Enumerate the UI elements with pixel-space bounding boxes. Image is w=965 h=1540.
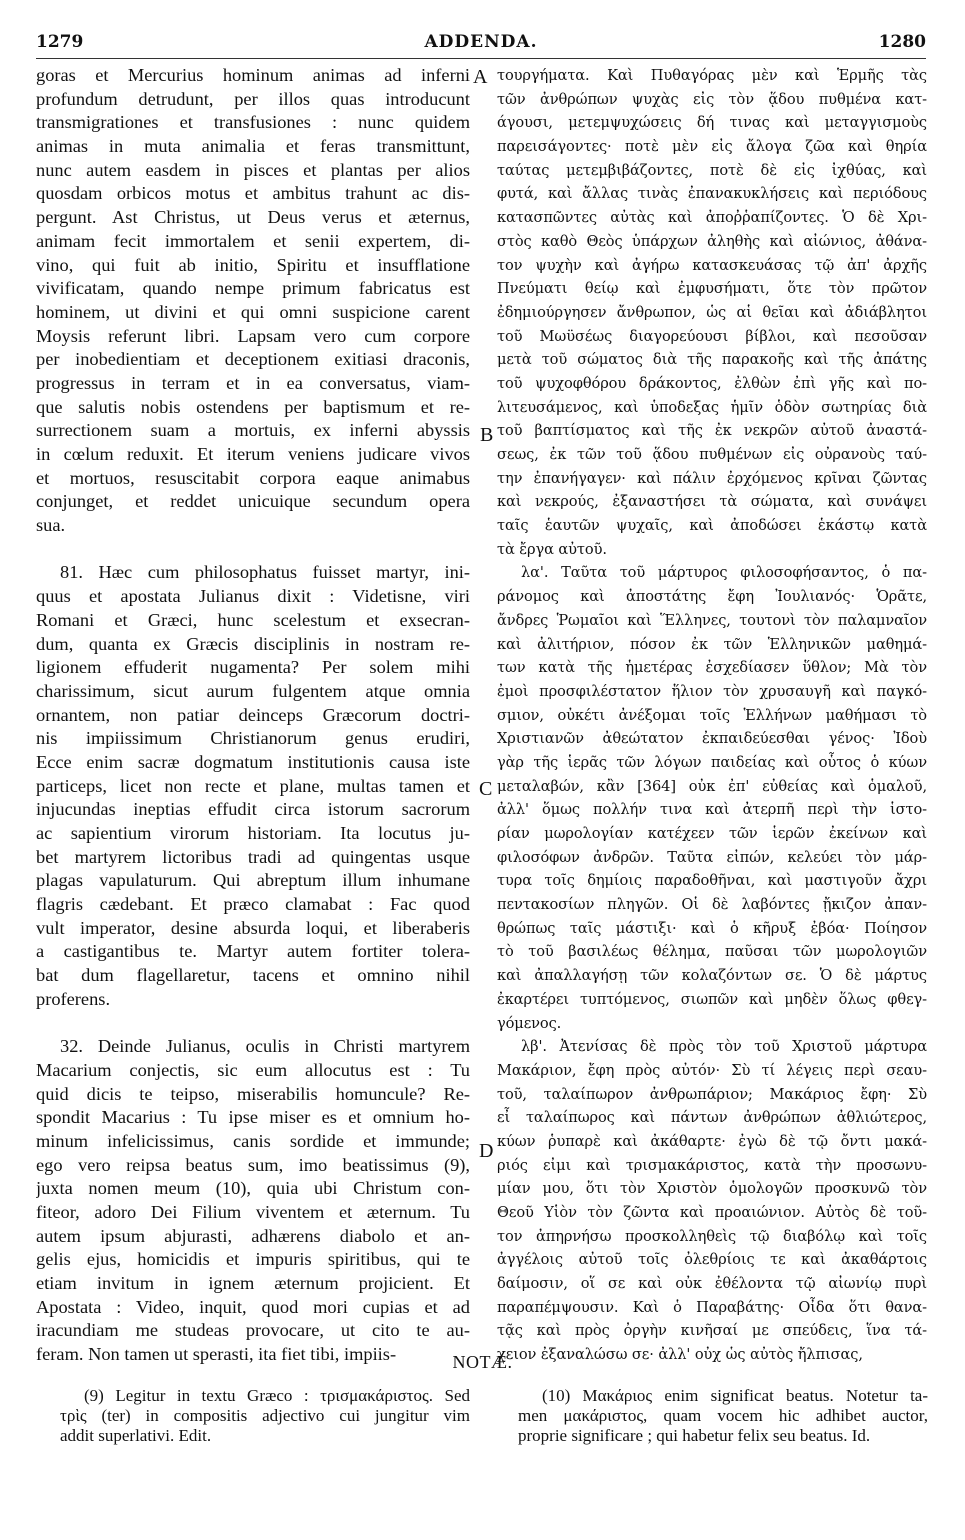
latin-text-line: iracundiam me studeas provocare, ut cito te au-	[36, 1320, 470, 1341]
latin-text-line: vino, qui fuit ab initio, Spiritu et insufflatione	[36, 254, 470, 275]
latin-text-line: ac sapientium virorum historiam. Ita locutus ju-	[36, 823, 470, 843]
latin-text-line: in cœlum reduxit. Et iterum veniens judicare vivos	[36, 444, 470, 464]
header-rule	[36, 58, 926, 59]
latin-text-line: bat dum flagellaretur, tacens et omnino nihil	[36, 965, 470, 986]
latin-text-line: animam fecit immortalem et senii expertem, di-	[36, 230, 470, 251]
latin-text-line: progressus in terram et in ea conversatus, viam-	[36, 372, 470, 393]
greek-text-line: ἀλλ' ὅμως πολλήν τινα καὶ ἀτερπῆ περὶ τὴν ἱστο-	[497, 801, 927, 819]
greek-text-line: την ἐπανήγαγεν· καὶ πάλιν ἐρχόμενος κρῖναι ζῶντας	[497, 469, 927, 487]
latin-text-line: animas in muta animalia et feras transmittunt,	[36, 136, 470, 157]
greek-text-line: τᾷς καὶ πρὸς ὀργὴν κινῆσαί με σπεύδεις, ἵνα τά-	[497, 1322, 927, 1340]
greek-text-line: ριός εἰμι καὶ τρισμακάριστος, κατὰ τὴν προσωνυ-	[497, 1156, 927, 1174]
latin-text-line: flagris cædebant. Et præco clamabat : Fac quod	[36, 894, 470, 915]
greek-text-line: παρεισάγοντες· ποτὲ μὲν εἰς ἄλογα ζῶα καὶ θηρία	[497, 138, 927, 156]
section-marker-d: D	[479, 1140, 494, 1162]
latin-text-line: sua.	[36, 515, 66, 536]
greek-text-line: παραπέμψουσιν. Καὶ ὁ Παραβάτης· Οἶδα ὅτι θανα-	[497, 1298, 927, 1316]
latin-text-line: Macarium conjectis, sic eum allocutus est : Tu	[36, 1059, 470, 1080]
latin-text-line: ligionem effuderit nugamenta? Per solem mihi	[36, 657, 470, 678]
latin-text-line: pergunt. Ast Christus, ut Deus verus et æternus,	[36, 207, 470, 228]
latin-text-line: dum, quanta ex Græcis disciplinis in nostram re-	[36, 633, 470, 654]
greek-text-line: τον ἀπηρνήσω προσκολληθεὶς τῷ διαβόλῳ καὶ τοῖς	[497, 1227, 927, 1245]
greek-text-line: μετὰ τοῦ σώματος διὰ τῆς παρακοῆς καὶ τῆς ἀπάτης	[497, 351, 927, 369]
greek-text-line: ἄνδρες Ῥωμαῖοι καὶ Ἕλληνες, τουτονὶ τὸν παλαμναῖον	[497, 611, 927, 629]
greek-text-line: άγουσι, μετεμψυχώσεις δή τινας καὶ μεταγγισμοὺς	[497, 114, 927, 132]
greek-text-line: τὰ ἔργα αὐτοῦ.	[497, 540, 607, 558]
greek-text-line: ταῖς ἑαυτῶν ψυχαῖς, καὶ ἀποδώσει ἑκάστῳ κατὰ	[497, 517, 927, 535]
latin-text-line: feram. Non tamen ut sperasti, ita fiet tibi, impiis-	[36, 1344, 397, 1365]
section-marker-a: A	[473, 66, 488, 88]
greek-text-line: θρώπως ταῖς μάστιξι· καὶ ὁ κῆρυξ ἐβόα· Ποίησον	[497, 919, 927, 937]
greek-text-line: μίαν μου, ὅτι τὸν Χριστὸν ὁμολογῶν προσκυνῶ τὸν	[497, 1180, 927, 1198]
greek-text-line: τοῦ ψυχοφθόρου δράκοντος, ἐλθὼν ἐπὶ γῆς καὶ πο-	[497, 374, 927, 392]
greek-text-line: φιλοσόφων ἀνδρῶν. Ταῦτα εἰπών, κελεύει τὸν μάρ-	[497, 848, 927, 866]
greek-text-line: Χριστιανῶν ἀθεώτατον ἐκπαιδεύεσθαι γένος· Ἰδοὺ	[497, 730, 927, 748]
latin-text-line: minum infelicissimus, canis sordide et immunde;	[36, 1130, 470, 1151]
latin-text-line: plagas vapulaturum. Qui abreptum illum inhumane	[36, 870, 470, 891]
greek-text-line: ἐκαρτέρει τυπτόμενος, σιωπῶν καὶ μηδὲν ὅλως φθεγ-	[497, 990, 927, 1008]
latin-text-line: bet martyrem lictoribus tradi ad quingentas usque	[36, 846, 470, 867]
latin-text-line: Moysis referunt libri. Lapsam vero cum corpore	[36, 325, 470, 346]
greek-text-line: κατασπῶντες αὐτὰς καὶ ἀποῤῥαπίζοντες. Ὁ δὲ Χρι-	[497, 209, 927, 227]
latin-text-line: Ecce enim sacræ dogmatum institutionis causa iste	[36, 751, 470, 772]
greek-text-line: τοῦ, ταλαίπωρον ἀνθρωπάριον; Μακάριος ἔφη· Σὺ	[497, 1085, 927, 1103]
greek-text-line: καὶ ἀλιτήριον, πόσον ἐκ τῶν Ἑλληνικῶν μαθημά-	[497, 635, 927, 653]
greek-text-line: μεταλαβών, κἂν [364] οὐκ ἐπ' εὐθείας καὶ ὁμαλοῦ,	[497, 777, 927, 795]
greek-text-line: ἐμοὶ προσφιλέστατον ἥλιον τὸν χρυσαυγῆ καὶ παγκό-	[497, 682, 927, 700]
latin-text-line: goras et Mercurius hominum animas ad inferni	[36, 65, 470, 85]
footnote-9	[60, 1386, 470, 1446]
greek-text-line: τοῦ Μωϋσέως διαγορεύουσι βίβλοι, καὶ πεσοῦσαν	[497, 327, 927, 345]
latin-text-line: et mortuos, resuscitabit corpora eaque animabus	[36, 467, 470, 488]
greek-text-line: ρίαν μωρολογίαν κατέχεεν τῶν ἱερῶν ἐκείνων καὶ	[497, 825, 927, 842]
latin-text-line: nis impiissimum Christianorum genus erudiri,	[36, 728, 470, 749]
latin-text-line: conjunget, et reddet unicuique secundum opera	[36, 491, 470, 512]
greek-text-line: τῶν ἀνθρώπων ψυχὰς εἰς τὸν ᾅδου πυθμένα κατ-	[497, 90, 927, 108]
greek-text-line: τουργήματα. Καὶ Πυθαγόρας μὲν καὶ Ἑρμῆς τὰς	[497, 67, 927, 84]
latin-text-line: transmigrationes et transfusiones : nunc quidem	[36, 112, 470, 133]
section-marker-c: C	[479, 778, 493, 800]
latin-text-line: a castigantibus te. Martyr autem fortiter tolera-	[36, 941, 470, 962]
footnote-left-line: addit superlativi. Edit.	[60, 1426, 212, 1445]
footnote-right-line: (10) Μακάριος enim significat beatus. Notetur ta-	[542, 1386, 928, 1405]
latin-text-line: ego vero reipsa beatus sum, imo beatissimus (9),	[36, 1154, 470, 1175]
latin-text-paragraph-gap	[36, 1012, 470, 1036]
greek-text-line: τυρα τοῖς δημίοις παραδοθῆναι, καὶ μαστιγοῦν ἄχρι	[497, 872, 927, 890]
footnote-10	[518, 1386, 928, 1446]
greek-text-line: ἀγγέλοις αὐτοῦ τοῖς ὀλεθρίοις τε καὶ ἀκαθάρτοις	[497, 1251, 927, 1269]
latin-text-line: vult imperator, desine absurda loqui, et liberaberis	[36, 917, 470, 938]
greek-text-line: στὸς καθὸ Θεὸς ὑπάρχων ἀληθὴς καὶ αἰώνιος, ἀθάνα-	[497, 232, 927, 250]
greek-text-line: τον ψυχὴν καὶ ἀγήρω κατασκευάσας τῷ ἀπ' ἀρχῆς	[497, 256, 927, 274]
latin-text-line: fiteor, adoro Dei Filium viventem et æternum. Tu	[36, 1202, 470, 1222]
greek-column	[497, 64, 927, 1367]
greek-text-line: χειον ἐξαναλώσω σε· ἀλλ' οὐχ ὡς αὐτὸς ἤλπισας,	[497, 1346, 863, 1364]
latin-text-line: que salutis nobis ostendens per baptismum et re-	[36, 396, 470, 417]
greek-text-line: Μακάριον, ἔφη πρὸς αὐτόν· Σὺ τί λέγεις περὶ σεαυ-	[497, 1061, 927, 1079]
latin-text-line: profundum detrudunt, per illos quas introducunt	[36, 88, 470, 109]
latin-text-line: juxta nomen meum (10), quia ubi Christum con-	[36, 1178, 470, 1199]
greek-text-line: πεντακοσίων πληγῶν. Οἱ δὲ λαβόντες ᾔκιζον ἀπαν-	[497, 896, 927, 914]
section-marker-b: B	[480, 424, 494, 446]
latin-text-paragraph-gap	[36, 538, 470, 562]
latin-column	[36, 64, 470, 1367]
greek-text-line: ταύτας μετεμβιβάζοντες, ποτὲ δὲ εἰς ἰχθύας, καὶ	[497, 161, 927, 179]
latin-text-line: gelis ejus, homicidis et impuris spiritibus, qui te	[36, 1249, 470, 1270]
latin-text-line: quus et apostata Julianus dixit : Videtisne, viri	[36, 586, 470, 607]
footnote-right-line: proprie significare ; qui habetur felix seu beatus. Id.	[518, 1426, 871, 1445]
latin-text-line: surrectionem suam a mortuis, ex inferni abyssis	[36, 420, 470, 441]
greek-text-line: καὶ νεκρούς, ἐξαναστήσει τὰ σώματα, καὶ συνάψει	[497, 493, 927, 511]
latin-text-line: spondit Macarius : Tu ipse miser es et omnium ho-	[36, 1107, 470, 1128]
latin-text-line: per inobedientiam et deceptionem exitiasi draconis,	[36, 349, 470, 370]
greek-text-line: εἶ ταλαίπωρος καὶ πάντων ἀνθρώπων ἀθλιώτερος,	[497, 1109, 927, 1127]
greek-text-line: λιτευσάμενος, καὶ ὑποδεξας ἡμῖν ὁδὸν σωτηρίας διὰ	[497, 398, 927, 416]
greek-text-line: σμιον, οὐκέτι ἀνέξομαι τοῖς Ἑλλήνων μαθήμασι τὸ	[497, 706, 927, 724]
latin-text-line: nunc autem easdem in pisces et plantas per alios	[36, 159, 470, 180]
greek-text-line: δαίμοσιν, οἵ σε καὶ οὐκ ἐθέλοντα τῷ αἰωνίῳ πυρὶ	[497, 1275, 927, 1293]
latin-text-line: proferens.	[36, 988, 111, 1009]
greek-text-line: τὸ τοῦ βασιλέως θέλημα, παῦσαι τῶν μωρολογιῶν	[497, 943, 927, 961]
latin-text-line: injucundas ineptias effudit circa istorum sacrorum	[36, 799, 470, 820]
latin-text-line: vivificatam, quando nempe primum fabricatus est	[36, 278, 470, 299]
greek-text-line: γὰρ τῆς ἱερᾶς τῶν λόγων παιδείας καὶ οὗτος ὁ κύων	[497, 753, 927, 771]
latin-text-line: 32. Deinde Julianus, oculis in Christi martyrem	[60, 1036, 470, 1057]
greek-text-line: λβ'. Ἀτενίσας δὲ πρὸς τὸν τοῦ Χριστοῦ μάρτυρα	[521, 1038, 927, 1056]
page-header	[36, 32, 926, 58]
notes-heading: NOTÆ.	[452, 1352, 513, 1372]
latin-text-line: Romani et Græci, hunc scelestum et exsecran-	[36, 609, 470, 630]
footnote-right-line: men μακάριστος, quam vocem hic adhibet auctor,	[518, 1406, 928, 1425]
latin-text-line: quosdam orbicos motus et ambitus trahunt ac dis-	[36, 183, 470, 204]
greek-text-line: Πνεύματι θείῳ καὶ ἐμφυσήματι, ὅτε τὸν πρῶτον	[497, 280, 927, 298]
latin-text-line: charissimum, sicut aurum fulgentem atque omnia	[36, 680, 470, 701]
latin-text-line: particeps, licet non recte et plane, multas tamen et	[36, 775, 470, 796]
greek-text-line: κύων ῥυπαρὲ καὶ ἀκάθαρτε· ἐγὼ δὲ τῷ ὄντι μακά-	[497, 1132, 927, 1150]
latin-text-line: etiam invitum in ignem æternum projicient. Et	[36, 1273, 470, 1294]
greek-text-line: ἐδημιούργησεν ἄνθρωπον, ὡς αἱ θεῖαι καὶ ἀδιάβλητοι	[497, 303, 927, 321]
footnote-left-line: τρὶς (ter) in compositis adjectivo cui jungitur vim	[60, 1406, 470, 1425]
latin-text-line: quid dicis te teipso, miserabilis homuncule? Re-	[36, 1083, 470, 1104]
greek-text-line: γόμενος.	[497, 1014, 562, 1032]
page-number-left: 1279	[36, 32, 84, 52]
greek-text-line: Θεοῦ Υἱὸν τὸν ζῶντα καὶ προαιώνιον. Αὐτὸς δὲ τοῦ-	[497, 1204, 927, 1221]
page-number-right: 1280	[878, 32, 926, 52]
latin-text-line: ornantem, non patiar deinceps Græcorum doctri-	[36, 704, 470, 725]
latin-text-line: hominem, ut divini et qui omni suspicione carent	[36, 301, 470, 322]
greek-text-line: τοῦ βαπτίσματος καὶ τῆς ἐκ νεκρῶν αὐτοῦ ἀναστά-	[497, 422, 927, 440]
greek-text-line: σεως, ἐκ τῶν τοῦ ᾅδου πυθμένων εἰς οὐρανοὺς ταύ-	[497, 446, 927, 463]
greek-text-line: φυτά, καὶ ἄλλας τινὰς ἐπανακυκλήσεις καὶ περιόδους	[497, 185, 927, 203]
running-title: ADDENDA.	[424, 32, 538, 52]
latin-text-line: Apostata : Video, inquit, quod mori cupias et ad	[36, 1296, 470, 1317]
greek-text-line: λα'. Ταῦτα τοῦ μάρτυρος φιλοσοφήσαντος, ὁ πα-	[521, 564, 927, 582]
footnote-left-line: (9) Legitur in textu Græco : τρισμακάριστος. Sed	[84, 1386, 470, 1405]
greek-text-line: των κατὰ τῆς ἡμετέρας ἐσχεδίασεν ὕθλον; Μὰ τὸν	[497, 659, 927, 677]
latin-text-line: 81. Hæc cum philosophatus fuisset martyr, ini-	[60, 562, 470, 583]
latin-text-line: autem ipsum abjurasti, adhærens diabolo et an-	[36, 1225, 470, 1246]
greek-text-line: ράνομος καὶ ἀποστάτης ἔφη Ἰουλιανός· Ὁρᾶτε,	[497, 588, 927, 606]
greek-text-line: καὶ ἀπαλλαγήσῃ τῶν κολαζόντων σε. Ὁ δὲ μάρτυς	[497, 967, 927, 985]
